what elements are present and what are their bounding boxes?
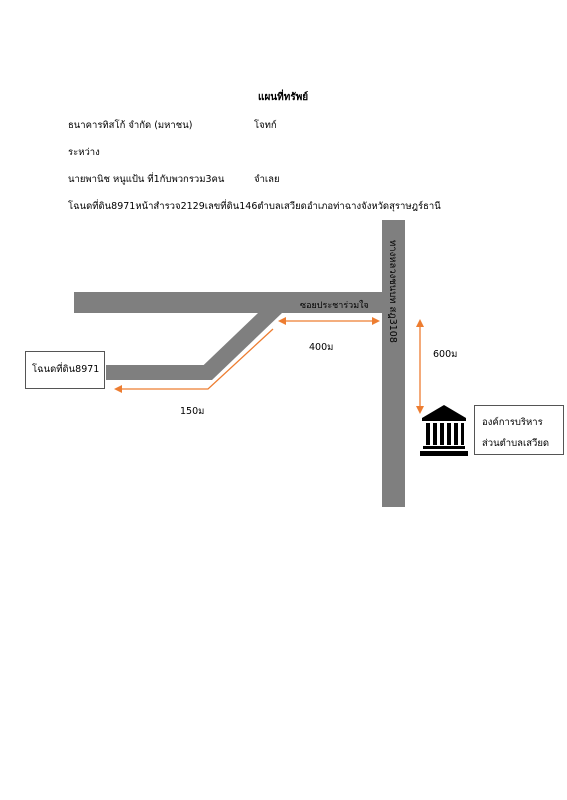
distance-150m: 150ม [180, 406, 205, 417]
government-building-icon [420, 405, 468, 456]
distance-400m: 400ม [309, 342, 334, 353]
defendant-name: นายพานิช หนูแป้น ที่1กับพวกรวม3คน [68, 174, 225, 185]
main-road-label: ทางหลวงชนบท สฎ3108 [387, 240, 398, 343]
plot-access-road [106, 365, 212, 380]
plot-label-box [25, 351, 105, 389]
page-title: แผนที่ทรัพย์ [258, 92, 309, 103]
distance-600m: 600ม [433, 349, 458, 360]
soi-label: ซอยประชาร่วมใจ [300, 301, 369, 311]
plaintiff-name: ธนาคารทิสโก้ จำกัด (มหาชน) [68, 120, 193, 131]
deed-description: โฉนดที่ดิน8971หน้าสำรวจ2129เลขที่ดิน146ตำบลเสวียดอำเภอท่าฉางจังหวัดสุราษฎร์ธานี [68, 201, 441, 212]
landmark-box [474, 405, 564, 455]
defendant-role: จำเลย [254, 174, 280, 185]
between-label: ระหว่าง [68, 147, 100, 158]
landmark-line2: ส่วนตำบลเสวียด [482, 438, 550, 449]
landmark-line1: องค์การบริหาร [482, 417, 543, 428]
plot-label: โฉนดที่ดิน8971 [32, 364, 100, 375]
plaintiff-role: โจทก์ [254, 120, 277, 131]
